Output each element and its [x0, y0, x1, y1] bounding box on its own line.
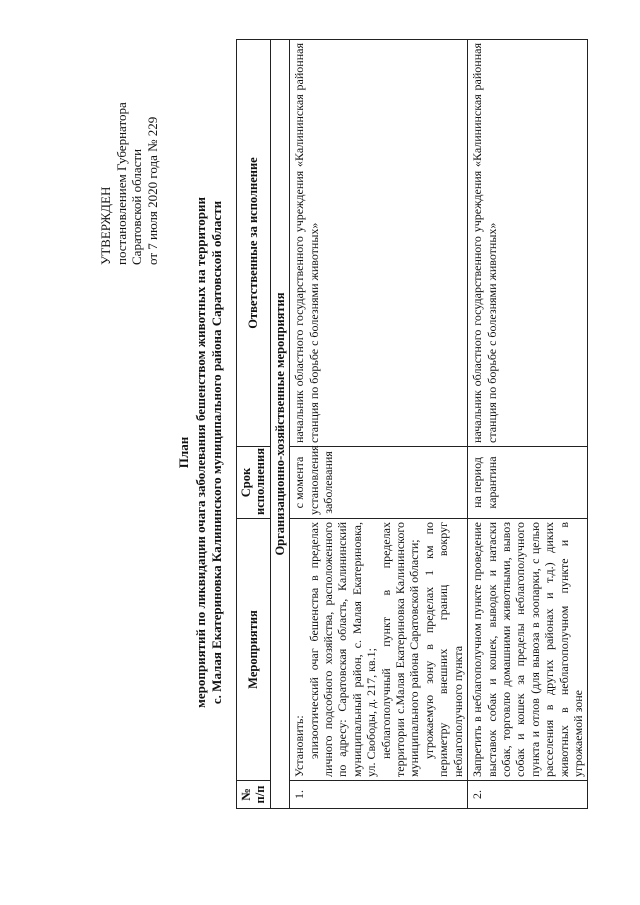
row-paragraph: угрожаемую зону в пределах 1 км по периметру внешних границ вокруг неблагополучного пункта — [421, 522, 465, 777]
row-num: 1. — [290, 781, 468, 809]
plan-subtitle-line1: мероприятий по ликвидации очага заболевания бешенством животных на территории — [193, 197, 208, 708]
table-header-row — [237, 40, 271, 809]
header-term: Срок исполнения — [237, 447, 271, 519]
table-row — [290, 40, 468, 809]
measures-table — [236, 39, 588, 809]
row-num: 2. — [468, 781, 588, 809]
row-term: с момента установления заболевания — [290, 447, 468, 519]
approval-stamp — [98, 5, 160, 265]
header-responsible: Ответственные за исполнение — [237, 40, 271, 447]
section-row — [270, 40, 289, 809]
row-term: на период карантина — [468, 447, 588, 519]
header-num: № п/п — [237, 781, 271, 809]
row-measures — [290, 519, 468, 781]
plan-title: План — [176, 436, 191, 469]
row-responsible: начальник областного государственного учреждения «Калининская районная станция по борьбе с болезнями животных» — [468, 40, 588, 447]
approval-line: УТВЕРЖДЕН — [98, 186, 113, 265]
row-intro: Установить: — [292, 715, 307, 777]
row-responsible: начальник областного государственного учреждения «Калининская районная станция по борьбе с болезнями животных» — [290, 40, 468, 447]
row-paragraph: неблагополучный пункт в пределах территории с.Малая Екатериновка Калининского муниципального района Саратовской области; — [378, 522, 422, 777]
row-measures: Запретить в неблагополучном пункте проведение выставок собак и кошек, выводок и натаски собак, торговлю домашними животными, вывоз собак и кошек за пределы неблагополучного пункта и отлов (для вывоза в зоопарки, с целью расселения в других районах и т.д.) диких животных в неблагополучном пункте и в угрожаемой зоне — [468, 519, 588, 781]
section-title: Организационно-хозяйственные мероприятия — [270, 40, 289, 809]
approval-line: Саратовской области — [129, 148, 144, 265]
row-paragraph: эпизоотический очаг бешенства в пределах личного подсобного хозяйства, расположенного по адресу: Саратовская область, Калининский муниципальный район, с. Малая Екатериновка, ул. Свободы, д. 217, кв.1; — [306, 522, 379, 777]
approval-line: постановлением Губернатора — [113, 102, 129, 265]
table-row — [468, 40, 588, 809]
approval-line: от 7 июля 2020 года № 229 — [144, 116, 160, 265]
plan-subtitle-line2: с. Малая Екатериновка Калининского муниципального района Саратовской области — [209, 200, 224, 705]
header-measures: Мероприятия — [237, 519, 271, 781]
